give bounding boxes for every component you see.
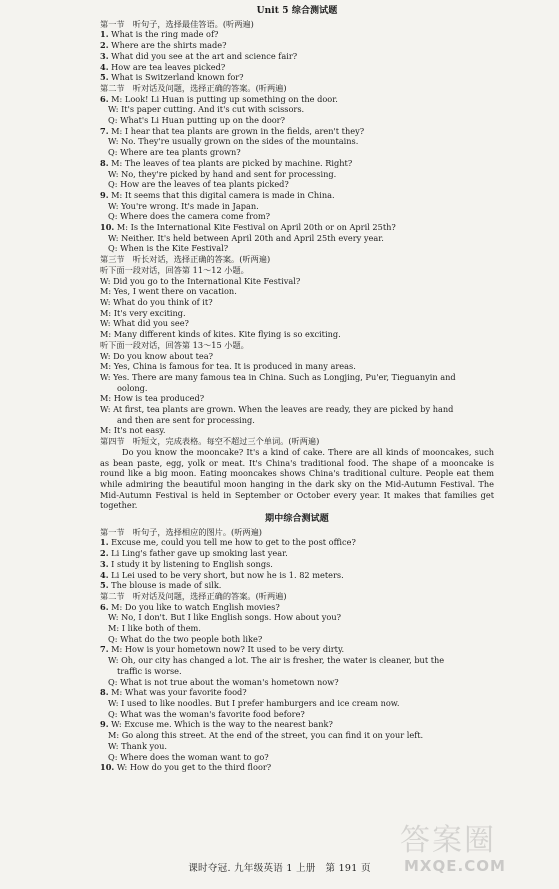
section-heading: 第二节 听对话及问题，选择正确的答案。(听两遍)	[100, 590, 287, 601]
unit5-title: Unit 5 综合测试题	[256, 6, 338, 16]
dialogue-line	[100, 318, 494, 329]
dialogue-line	[100, 655, 494, 666]
dialogue-line	[100, 94, 494, 105]
line-text: Q: What is not true about the woman's hometown now?	[108, 676, 339, 687]
line-text: M: Is the International Kite Festival on April 20th or on April 25th?	[114, 222, 396, 233]
line-text: W: No. They're usually grown on the sides of the mountains.	[108, 136, 359, 147]
question-line	[100, 537, 494, 548]
line-text: traffic is worse.	[117, 665, 182, 676]
section-heading: 第一节 听句子，选择相应的图片。(听两遍)	[100, 526, 262, 537]
question-number: 6.	[100, 93, 109, 104]
dialogue-line	[100, 372, 494, 383]
question-number: 3.	[100, 50, 109, 61]
question-number: 10.	[100, 222, 115, 233]
dialogue-line	[100, 329, 494, 340]
line-text: M: It seems that this digital camera is made in China.	[108, 189, 335, 200]
dialogue-line	[100, 762, 494, 773]
question-line	[100, 580, 494, 591]
question-list	[100, 29, 494, 83]
section-heading: 第一节 听句子，选择最佳答语。(听两遍)	[100, 18, 254, 29]
line-text: Q: Where are tea plants grown?	[108, 147, 241, 158]
dialogue-line	[100, 126, 494, 137]
question-number: 9.	[100, 719, 109, 730]
line-text: M: It's not easy.	[100, 425, 166, 436]
page-footer: 课时夺冠. 九年级英语 1 上册 第 191 页	[188, 863, 371, 874]
question-line	[100, 62, 494, 73]
question-number: 5.	[100, 72, 109, 83]
dialogue-line	[100, 634, 494, 645]
line-text: W: Yes. There are many famous tea in China. Such as Longjing, Pu'er, Tieguanyin and	[100, 371, 456, 382]
dialogue-line	[100, 351, 494, 362]
dialogue-line	[100, 666, 494, 677]
dialogue-line	[100, 602, 494, 613]
line-text: Q: Where does the woman want to go?	[108, 751, 269, 762]
dialogue-line	[100, 719, 494, 730]
line-text: Excuse me, could you tell me how to get to the post office?	[108, 537, 356, 548]
question-line	[100, 29, 494, 40]
dialogue-line	[100, 147, 494, 158]
line-text: W: No, they're picked by hand and sent for processing.	[108, 168, 337, 179]
question-line	[100, 548, 494, 559]
dialogue-line	[100, 677, 494, 688]
line-text: W: How do you get to the third floor?	[114, 762, 272, 773]
line-text: W: No, I don't. But I like English songs. How about you?	[108, 612, 342, 623]
line-text: Q: What's Li Huan putting up on the door?	[108, 115, 285, 126]
question-number: 6.	[100, 601, 109, 612]
line-text: W: What do you think of it?	[100, 296, 213, 307]
line-text: Q: How are the leaves of tea plants picked?	[108, 179, 289, 190]
dialogue-line	[100, 644, 494, 655]
line-text: W: Neither. It's held between April 20th and April 25th every year.	[108, 232, 384, 243]
question-number: 2.	[100, 548, 109, 559]
dialogue-line	[100, 297, 494, 308]
dialogue-line	[100, 752, 494, 763]
line-text: Where are the shirts made?	[108, 40, 227, 51]
question-number: 7.	[100, 644, 109, 655]
dialogue-line	[100, 222, 494, 233]
line-text: Q: When is the Kite Festival?	[108, 243, 229, 254]
line-text: I study it by listening to English songs.	[108, 558, 273, 569]
dialogue-line	[100, 361, 494, 372]
question-line	[100, 72, 494, 83]
line-text: 听下面一段对话，回答第 13～15 小题。	[100, 339, 249, 350]
line-text: 听下面一段对话，回答第 11～12 小题。	[100, 264, 249, 275]
question-number: 4.	[100, 61, 109, 72]
question-number: 3.	[100, 558, 109, 569]
dialogue-line	[100, 265, 494, 276]
dialogue-line	[100, 136, 494, 147]
question-number: 1.	[100, 537, 109, 548]
long-dialogue	[100, 265, 494, 436]
line-text: W: You're wrong. It's made in Japan.	[108, 200, 259, 211]
line-text: M: The leaves of tea plants are picked by machine. Right?	[108, 157, 353, 168]
line-text: M: I hear that tea plants are grown in the fields, aren't they?	[108, 125, 365, 136]
dialogue-line	[100, 211, 494, 222]
line-text: How are tea leaves picked?	[108, 61, 226, 72]
line-text: W: Do you know about tea?	[100, 350, 213, 361]
line-text: W: Excuse me. Which is the way to the nearest bank?	[108, 719, 333, 730]
question-number: 2.	[100, 40, 109, 51]
question-number: 8.	[100, 687, 109, 698]
dialogue-line	[100, 393, 494, 404]
line-text: Q: What was the woman's favorite food before?	[108, 708, 305, 719]
question-number: 5.	[100, 580, 109, 591]
dialogue-line	[100, 709, 494, 720]
dialogue-line	[100, 201, 494, 212]
line-text: M: Go along this street. At the end of the street, you can find it on your left.	[108, 730, 424, 741]
line-text: Q: Where does the camera come from?	[108, 211, 271, 222]
line-text: W: Did you go to the International Kite Festival?	[100, 275, 301, 286]
dialogue-line	[100, 730, 494, 741]
line-text: M: What was your favorite food?	[108, 687, 247, 698]
dialogue-line	[100, 179, 494, 190]
line-text: M: How is tea produced?	[100, 393, 205, 404]
dialogue-line	[100, 404, 494, 415]
watermark-url: MXQE.COM	[404, 857, 506, 875]
section-heading: 第三节 听长对话，选择正确的答案。(听两遍)	[100, 254, 271, 265]
section-heading: 第二节 听对话及问题，选择正确的答案。(听两遍)	[100, 82, 287, 93]
dialogue-line	[100, 425, 494, 436]
dialogue-line	[100, 115, 494, 126]
line-text: Li Lei used to be very short, but now he is 1. 82 meters.	[108, 569, 344, 580]
dialogue-line	[100, 612, 494, 623]
page-content	[100, 6, 494, 773]
line-text: M: It's very exciting.	[100, 307, 186, 318]
question-number: 4.	[100, 569, 109, 580]
line-text: W: At first, tea plants are grown. When the leaves are ready, they are picked by hand	[100, 404, 454, 415]
dialogue-line	[100, 169, 494, 180]
line-text: M: I like both of them.	[108, 623, 201, 634]
question-number: 10.	[100, 762, 115, 773]
line-text: and then are sent for processing.	[117, 414, 255, 425]
watermark-logo-text: 答案圈	[400, 823, 496, 858]
question-line	[100, 40, 494, 51]
dialogue-list	[100, 602, 494, 773]
line-text: What is Switzerland known for?	[108, 72, 244, 83]
line-text: M: Many different kinds of kites. Kite flying is so exciting.	[100, 329, 341, 340]
line-text: W: Oh, our city has changed a lot. The air is fresher, the water is cleaner, but the	[108, 655, 445, 666]
dialogue-line	[100, 741, 494, 752]
line-text: W: Thank you.	[108, 740, 167, 751]
dialogue-line	[100, 340, 494, 351]
question-number: 8.	[100, 157, 109, 168]
dialogue-line	[100, 243, 494, 254]
question-number: 9.	[100, 189, 109, 200]
question-line	[100, 559, 494, 570]
line-text: Li Ling's father gave up smoking last year.	[108, 548, 288, 559]
dialogue-line	[100, 190, 494, 201]
dialogue-list	[100, 94, 494, 255]
line-text: The blouse is made of silk.	[108, 580, 222, 591]
line-text: Q: What do the two people both like?	[108, 633, 263, 644]
question-line	[100, 51, 494, 62]
dialogue-line	[100, 276, 494, 287]
line-text: M: How is your hometown now? It used to be very dirty.	[108, 644, 345, 655]
line-text: M: Yes, China is famous for tea. It is produced in many areas.	[100, 361, 356, 372]
line-text: M: Do you like to watch English movies?	[108, 601, 280, 612]
line-text: W: What did you see?	[100, 318, 189, 329]
line-text: What is the ring made of?	[108, 29, 219, 40]
section-heading: 第四节 听短文，完成表格。每空不超过三个单词。(听两遍)	[100, 436, 320, 447]
dialogue-line	[100, 158, 494, 169]
line-text: What did you see at the art and science fair?	[108, 50, 298, 61]
dialogue-line	[100, 415, 494, 426]
question-list	[100, 537, 494, 591]
dialogue-line	[100, 383, 494, 394]
question-number: 7.	[100, 125, 109, 136]
question-number: 1.	[100, 29, 109, 40]
line-text: oolong.	[117, 382, 148, 393]
dialogue-line	[100, 623, 494, 634]
dialogue-line	[100, 698, 494, 709]
dialogue-line	[100, 687, 494, 698]
line-text: M: Yes, I went there on vacation.	[100, 286, 237, 297]
dialogue-line	[100, 308, 494, 319]
line-text: M: Look! Li Huan is putting up something on the door.	[108, 93, 338, 104]
passage-text: Do you know the mooncake? It's a kind of cake. There are all kinds of mooncakes, such as bean paste, egg, yolk or meat. It's China's traditional food. The shape of a mooncake is round like a big moon. Eating mooncakes shows China's traditional culture. People eat them while admiring the beautiful moon hanging in the dark sky on the Mid-Autumn Festival. The Mid-Autumn Festival is held in September or October every year. It makes that families get together.	[100, 446, 494, 511]
dialogue-line	[100, 104, 494, 115]
midterm-title: 期中综合测试题	[265, 514, 329, 525]
line-text: W: I used to like noodles. But I prefer hamburgers and ice cream now.	[108, 698, 400, 708]
question-line	[100, 570, 494, 581]
dialogue-line	[100, 233, 494, 244]
line-text: W: It's paper cutting. And it's cut with scissors.	[108, 104, 305, 115]
dialogue-line	[100, 286, 494, 297]
